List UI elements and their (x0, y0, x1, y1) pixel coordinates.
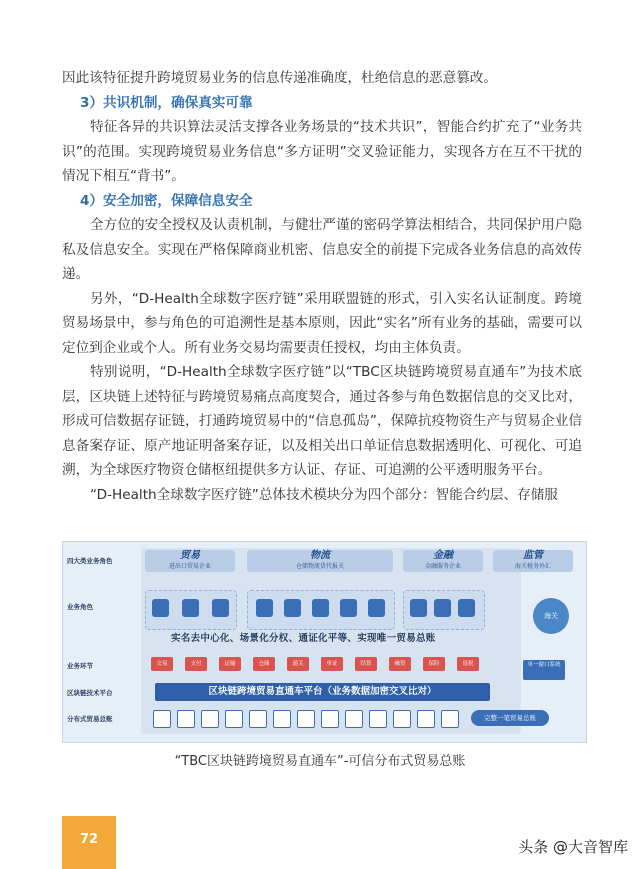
ledger-node-icon (177, 710, 195, 728)
figure-caption: “TBC区块链跨境贸易直通车”-可信分布式贸易总账 (174, 754, 466, 769)
role-icon (410, 599, 427, 617)
ledger-node-icon (201, 710, 219, 728)
business-link: 支付 (185, 657, 207, 671)
page-number: 72 (62, 816, 116, 869)
business-link: 交易 (151, 657, 173, 671)
ledger-total-badge: 完整一笔贸易总账 (471, 710, 549, 726)
role-icon (256, 599, 273, 617)
ledger-node-icon (369, 710, 387, 728)
row-label-business-links: 业务环节 (67, 662, 93, 670)
customs-icon: 海关 (533, 598, 569, 634)
blockchain-architecture-figure (62, 541, 587, 743)
group-logistics: 物流 仓储物流货代报关 (247, 550, 393, 572)
row-label-roles: 四大类业务角色 (67, 557, 113, 565)
role-box-trade (145, 590, 237, 630)
ledger-node-icon (153, 710, 171, 728)
row-label-ledger: 分布式贸易总账 (67, 715, 113, 723)
business-link: 保险 (423, 657, 445, 671)
role-icon (368, 599, 385, 617)
business-link: 通关 (287, 657, 309, 671)
source-watermark: 头条 @大音智库 (518, 838, 628, 856)
paragraph-4: 另外，“D-Health全球数字医疗链”采用联盟链的形式，引入实名认证制度。跨境贸易场景中，参与角色的可追溯性是基本原则，因此“实名”所有业务的基础，需要可以定位到企业或个人。所有业务交易均需要责任授权，均由主体负责。 (62, 290, 582, 356)
business-link: 融资 (389, 657, 411, 671)
heading-consensus: 3）共识机制，确保真实可靠 (80, 94, 253, 111)
role-icon (284, 599, 301, 617)
role-icon (458, 599, 475, 617)
business-link: 单证 (321, 657, 343, 671)
role-icon (152, 599, 169, 617)
role-icon (434, 599, 451, 617)
ledger-node-icon (297, 710, 315, 728)
figure-banner: 实名去中心化、场景化分权、通证化平等、实现唯一贸易总账 (171, 633, 436, 644)
role-icon (182, 599, 199, 617)
role-icon (312, 599, 329, 617)
ledger-node-icon (225, 710, 243, 728)
heading-security: 4）安全加密，保障信息安全 (80, 192, 253, 209)
group-trade: 贸易 进出口贸易企业 (145, 550, 235, 572)
body-text (62, 66, 582, 507)
ledger-node-icon (393, 710, 411, 728)
role-box-logistics (247, 590, 395, 630)
role-icon (340, 599, 357, 617)
row-label-platform: 区块链技术平台 (67, 689, 113, 697)
row-label-business-roles: 业务角色 (67, 603, 93, 611)
paragraph-6: “D-Health全球数字医疗链”总体技术模块分为四个部分：智能合约层、存储服 (90, 486, 558, 503)
ledger-node-icon (441, 710, 459, 728)
business-link: 退税 (457, 657, 479, 671)
single-window-icon: 单一窗口系统 (523, 660, 565, 680)
paragraph-3: 全方位的安全授权及认责机制，与健壮严谨的密码学算法相结合，共同保护用户隐私及信息安全。实现在严格保障商业机密、信息安全的前提下完成各业务信息的高效传递。 (62, 217, 582, 282)
paragraph-1: 因此该特征提升跨境贸易业务的信息传递准确度，杜绝信息的恶意篡改。 (62, 70, 497, 86)
role-icon (212, 599, 229, 617)
group-finance: 金融 金融服务企业 (403, 550, 483, 572)
role-box-finance (403, 590, 485, 630)
paragraph-5: 特别说明，“D-Health全球数字医疗链”以“TBC区块链跨境贸易直通车”为技术底层，区块链上述特征与跨境贸易痛点高度契合，通过各参与角色数据信息的交叉比对，形成可信数据存证链，打通跨境贸易中的“信息孤岛”，保障抗疫物资生产与贸易企业信息备案存证、原产地证明备案存证，以及相关出口单证信息数据透明化、可视化、可追溯，为全球医疗物资仓储枢纽提供多方认证、存证、可追溯的公平透明服务平台。 (62, 364, 582, 478)
ledger-node-icon (417, 710, 435, 728)
ledger-node-icon (249, 710, 267, 728)
paragraph-2: 特征各异的共识算法灵活支撑各业务场景的“技术共识”，智能合约扩充了“业务共识”的范围。实现跨境贸易业务信息“多方证明”交叉验证能力，实现各方在互不干扰的情况下相互“背书”。 (62, 119, 582, 184)
ledger-node-icon (273, 710, 291, 728)
ledger-node-icon (321, 710, 339, 728)
business-link: 运输 (219, 657, 241, 671)
group-regulation: 监管 海关税务外汇 (493, 550, 573, 572)
blockchain-platform-bar: 区块链跨境贸易直通车平台（业务数据加密交叉比对） (155, 683, 490, 701)
business-link: 仓储 (253, 657, 275, 671)
ledger-node-icon (345, 710, 363, 728)
business-link: 结算 (355, 657, 377, 671)
